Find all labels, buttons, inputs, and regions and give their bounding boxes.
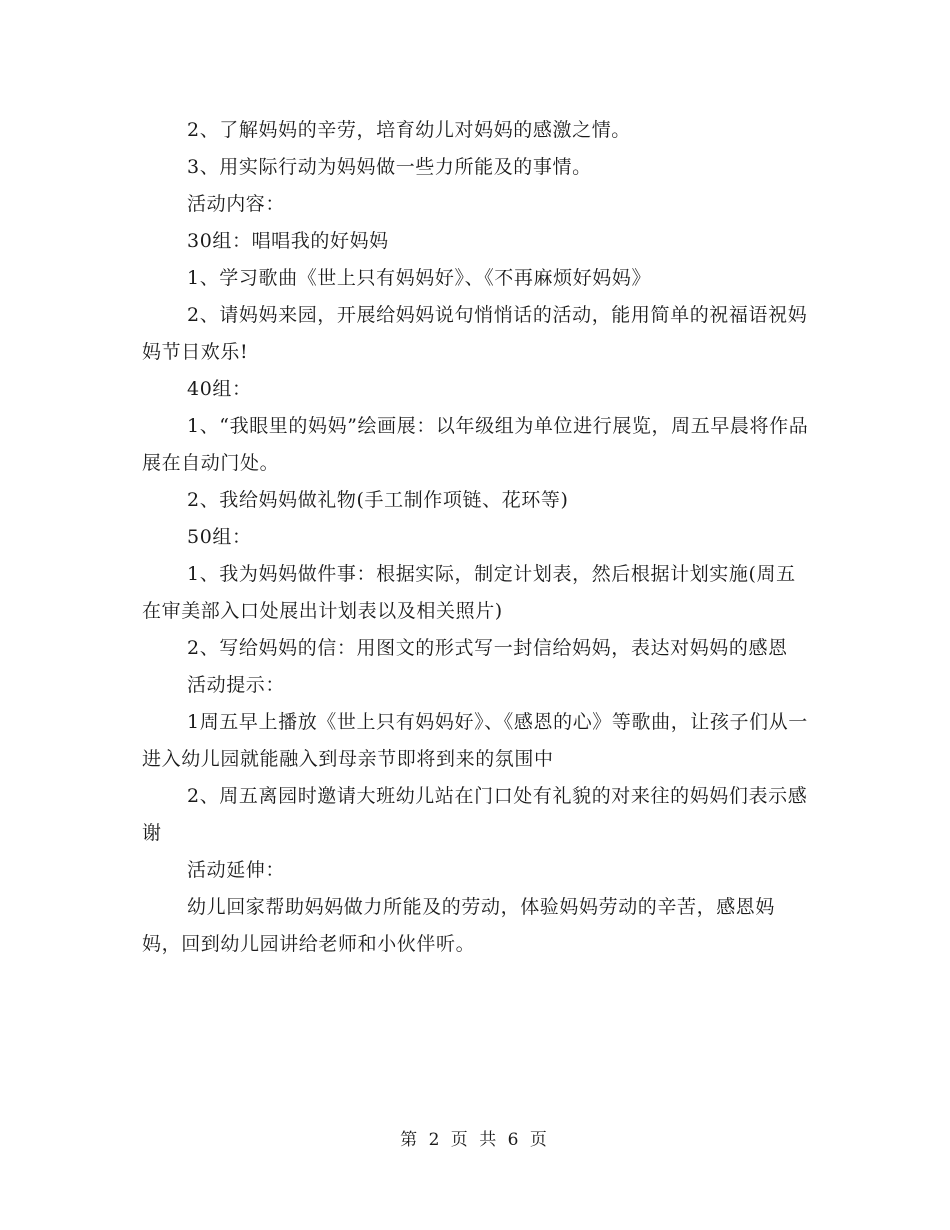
paragraph: 2、周五离园时邀请大班幼儿站在门口处有礼貌的对来往的妈妈们表示感谢 (142, 785, 808, 844)
paragraph: 1、我为妈妈做件事：根据实际，制定计划表，然后根据计划实施(周五在审美部入口处展出计划表以及相关照片) (142, 563, 796, 622)
group-heading: 50组： (187, 526, 252, 548)
paragraph: 2、了解妈妈的辛劳，培育幼儿对妈妈的感激之情。 (187, 119, 631, 141)
page-footer (0, 1125, 950, 1150)
page-number: 第 2 页 共 6 页 (400, 1130, 550, 1150)
paragraph: 幼儿回家帮助妈妈做力所能及的劳动，体验妈妈劳动的辛苦，感恩妈妈，回到幼儿园讲给老师和小伙伴听。 (142, 896, 776, 955)
paragraph: 2、写给妈妈的信：用图文的形式写一封信给妈妈，表达对妈妈的感恩 (187, 637, 788, 659)
paragraph: 2、我给妈妈做礼物(手工制作项链、花环等) (187, 489, 569, 511)
paragraph: 1、“我眼里的妈妈”绘画展：以年级组为单位进行展览，周五早晨将作品展在自动门处。 (142, 415, 809, 474)
paragraph: 1周五早上播放《世上只有妈妈好》、《感恩的心》等歌曲，让孩子们从一进入幼儿园就能融入到母亲节即将到来的氛围中 (142, 711, 808, 770)
group-heading: 40组： (187, 378, 252, 400)
paragraph: 1、学习歌曲《世上只有妈妈好》、《不再麻烦好妈妈》 (187, 267, 652, 289)
group-heading: 30组：唱唱我的好妈妈 (187, 230, 389, 252)
paragraph: 2、请妈妈来园，开展给妈妈说句悄悄话的活动，能用简单的祝福语祝妈妈节日欢乐! (142, 304, 808, 363)
paragraph: 3、用实际行动为妈妈做一些力所能及的事情。 (187, 156, 592, 178)
section-heading: 活动提示： (187, 674, 286, 696)
document-body (142, 112, 810, 963)
section-heading: 活动延伸： (187, 859, 286, 881)
section-heading: 活动内容： (187, 193, 286, 215)
